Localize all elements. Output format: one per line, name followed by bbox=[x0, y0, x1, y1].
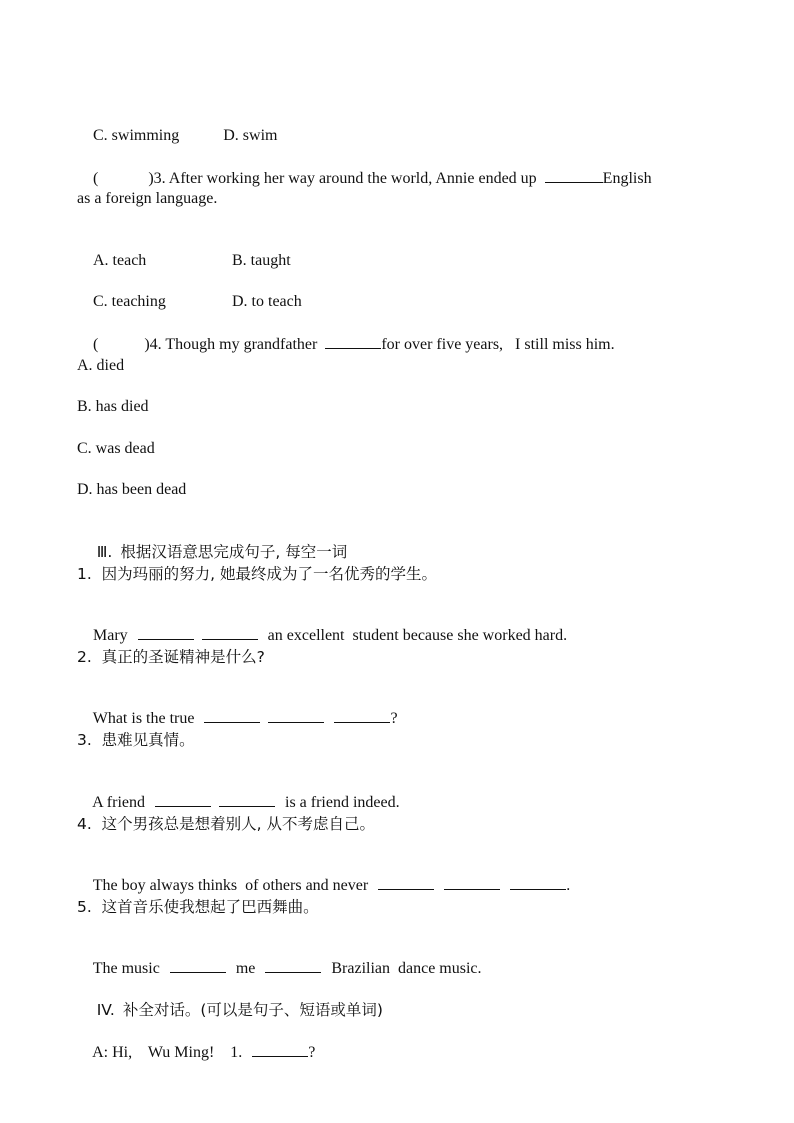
s3-item2-post: ? bbox=[390, 710, 398, 727]
dialog-line-1-text: A: Hi, Wu Ming! 1. bbox=[92, 1044, 243, 1061]
s3-item1-cn: 1. 因为玛丽的努力, 她最终成为了一名优秀的学生。 bbox=[77, 565, 437, 583]
q3-stem-text: )3. After working her way around the world, Annie ended up bbox=[148, 170, 537, 187]
s3-item1-blank-1[interactable] bbox=[138, 625, 194, 640]
section4-number: IV. bbox=[96, 1001, 115, 1019]
s3-item2-blank-2[interactable] bbox=[268, 708, 324, 723]
q2-option-d: D. swim bbox=[223, 127, 278, 144]
s3-item3-blank-2[interactable] bbox=[219, 792, 275, 807]
q4-stem bbox=[77, 314, 615, 375]
s3-item5-blank-1[interactable] bbox=[170, 958, 226, 973]
q3-option-b: B. taught bbox=[232, 252, 291, 269]
s3-item2-cn: 2. 真正的圣诞精神是什么? bbox=[77, 648, 265, 666]
s3-item4-blank-3[interactable] bbox=[510, 875, 566, 890]
s3-item4-post: . bbox=[566, 877, 571, 894]
s3-item1-post: an excellent student because she worked hard. bbox=[267, 627, 568, 644]
s3-item3-post: is a friend indeed. bbox=[285, 794, 400, 811]
s3-item3-pre: A friend bbox=[92, 794, 145, 811]
s3-item5-pre: The music bbox=[92, 960, 160, 977]
q4-option-d: D. has been dead bbox=[77, 481, 187, 498]
q4-option-b: B. has died bbox=[77, 398, 149, 415]
q2-option-c: C. swimming bbox=[93, 127, 180, 144]
s3-item4-cn: 4. 这个男孩总是想着别人, 从不考虑自己。 bbox=[77, 815, 375, 833]
q4-paren-open: ( bbox=[93, 336, 99, 353]
s3-item1-pre: Mary bbox=[93, 627, 128, 644]
s3-item4-pre: The boy always thinks of others and never bbox=[92, 877, 369, 894]
s3-item5-post: Brazilian dance music. bbox=[331, 960, 482, 977]
s3-item2-blank-3[interactable] bbox=[334, 708, 390, 723]
section3-number: Ⅲ. bbox=[96, 543, 113, 561]
dialog-line-1 bbox=[77, 1022, 315, 1083]
q3-answer-blank[interactable] bbox=[545, 168, 603, 183]
q3-paren-open: ( bbox=[93, 170, 99, 187]
q4-option-a: A. died bbox=[77, 357, 125, 374]
s3-item1-blank-2[interactable] bbox=[202, 625, 258, 640]
s3-item2-blank-1[interactable] bbox=[204, 708, 260, 723]
s3-item3-cn: 3. 患难见真情。 bbox=[77, 731, 195, 749]
s3-item5-cn: 5. 这首音乐使我想起了巴西舞曲。 bbox=[77, 898, 319, 916]
q3-option-c: C. teaching bbox=[93, 293, 166, 310]
dialog-blank-1[interactable] bbox=[252, 1042, 308, 1057]
s3-item5-blank-2[interactable] bbox=[265, 958, 321, 973]
s3-item2-pre: What is the true bbox=[92, 710, 195, 727]
s3-item5-mid: me bbox=[235, 960, 256, 977]
dialog-line-1-end: ? bbox=[308, 1044, 316, 1061]
section4-title: 补全对话。(可以是句子、短语或单词) bbox=[122, 1001, 383, 1019]
q3-after-blank: English bbox=[602, 170, 652, 187]
q4-after-blank: for over five years, I still miss him. bbox=[381, 336, 615, 353]
q4-stem-text: )4. Though my grandfather bbox=[144, 336, 318, 353]
q4-answer-blank[interactable] bbox=[325, 334, 381, 349]
section3-title: 根据汉语意思完成句子, 每空一词 bbox=[120, 543, 348, 561]
s3-item4-blank-2[interactable] bbox=[444, 875, 500, 890]
q3-stem-cont: as a foreign language. bbox=[77, 190, 218, 207]
s3-item3-blank-1[interactable] bbox=[155, 792, 211, 807]
q3-option-a: A. teach bbox=[93, 252, 147, 269]
s3-item4-blank-1[interactable] bbox=[378, 875, 434, 890]
q4-option-c: C. was dead bbox=[77, 440, 155, 457]
q3-option-d: D. to teach bbox=[232, 293, 302, 310]
